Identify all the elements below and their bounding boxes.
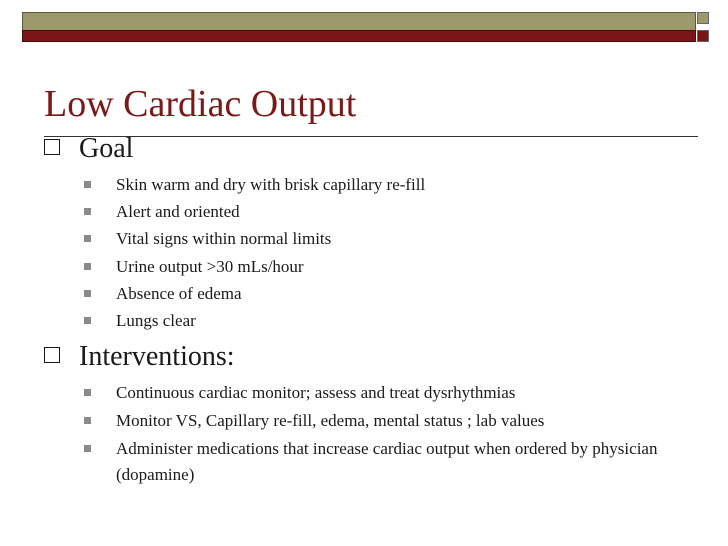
- list-item: Administer medications that increase cardiac output when ordered by physician (dopamine): [84, 436, 694, 488]
- square-bullet-icon: [84, 317, 91, 324]
- square-bullet-icon: [84, 389, 91, 396]
- title-underline: [44, 136, 698, 137]
- banner-square-red: [697, 30, 709, 42]
- list-item: Alert and oriented: [84, 199, 694, 225]
- hollow-square-bullet-icon: [44, 139, 60, 155]
- list-item: Skin warm and dry with brisk capillary re-fill: [84, 172, 694, 198]
- square-bullet-icon: [84, 208, 91, 215]
- square-bullet-icon: [84, 235, 91, 242]
- slide-title: Low Cardiac Output: [44, 83, 357, 125]
- list-item: Vital signs within normal limits: [84, 226, 694, 252]
- square-bullet-icon: [84, 417, 91, 424]
- list-item: Urine output >30 mLs/hour: [84, 254, 694, 280]
- square-bullet-icon: [84, 445, 91, 452]
- banner-square-olive: [697, 12, 709, 24]
- slide-banner: [0, 0, 728, 44]
- square-bullet-icon: [84, 263, 91, 270]
- list-item: Absence of edema: [84, 281, 694, 307]
- section-heading-goal: Goal: [44, 133, 133, 165]
- section-heading-interventions: Interventions:: [44, 341, 235, 373]
- square-bullet-icon: [84, 290, 91, 297]
- list-item: Continuous cardiac monitor; assess and treat dysrhythmias: [84, 380, 694, 406]
- square-bullet-icon: [84, 181, 91, 188]
- hollow-square-bullet-icon: [44, 347, 60, 363]
- list-item: Monitor VS, Capillary re-fill, edema, mental status ; lab values: [84, 408, 694, 434]
- banner-red-band: [22, 30, 696, 42]
- list-item: Lungs clear: [84, 308, 694, 334]
- banner-olive-band: [22, 12, 696, 32]
